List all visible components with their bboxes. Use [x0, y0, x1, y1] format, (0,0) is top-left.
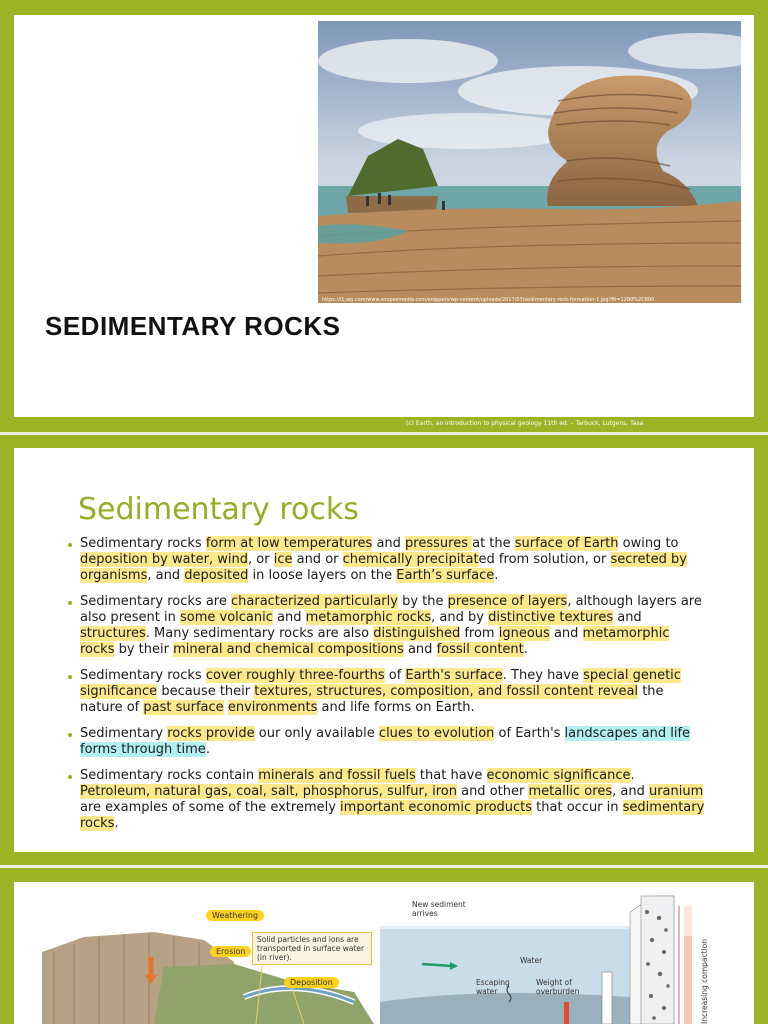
- sedimentary-rock-photo: [318, 21, 741, 303]
- highlight: sedimentary rocks: [80, 800, 705, 831]
- text-run: .: [630, 768, 635, 783]
- highlight: presence of layers: [447, 594, 568, 609]
- slide-2-content: [14, 448, 754, 852]
- highlight: form at low temperatures: [205, 536, 373, 551]
- highlight: metamorphic rocks: [305, 610, 432, 625]
- text-run: and other: [456, 784, 529, 799]
- text-run: . Many sedimentary rocks are also: [145, 626, 374, 641]
- highlight: fossil content: [436, 642, 524, 657]
- slide-1: [0, 0, 768, 432]
- text-run: of: [384, 668, 406, 683]
- text-run: Sedimentary rocks contain: [80, 768, 259, 783]
- text-run: by the: [397, 594, 448, 609]
- new-sediment-label: New sediment arrives: [412, 900, 466, 918]
- text-run: .: [114, 816, 119, 831]
- overburden-label: Weight of overburden: [536, 978, 580, 996]
- text-run: ed from solution, or: [478, 552, 611, 567]
- text-run: , or: [248, 552, 274, 567]
- text-run: that have: [415, 768, 487, 783]
- text-run: . They have: [502, 668, 584, 683]
- bullet-item: [66, 594, 706, 658]
- highlight: distinctive textures: [488, 610, 614, 625]
- highlight: clues to evolution: [378, 726, 495, 741]
- bullet-item: [66, 726, 706, 758]
- text-run: our only available: [254, 726, 379, 741]
- highlight: pressures: [405, 536, 473, 551]
- highlight: cover roughly three-fourths: [205, 668, 385, 683]
- highlight: economic significance: [486, 768, 631, 783]
- highlight: metallic ores: [528, 784, 613, 799]
- weathering-label: Weathering: [206, 910, 264, 921]
- text-run: , and by: [431, 610, 489, 625]
- deposition-label: Deposition: [284, 977, 339, 988]
- compaction-label: Increasing compaction: [700, 939, 709, 1024]
- highlight: structures: [80, 626, 146, 641]
- text-run: .: [494, 568, 499, 583]
- escaping-water-label: Escaping water: [476, 978, 510, 996]
- bullet-item: [66, 668, 706, 716]
- highlight: igneous: [498, 626, 550, 641]
- slide-2-title: Sedimentary rocks: [78, 492, 359, 527]
- bullet-item: [66, 536, 706, 584]
- bullet-dot: [68, 675, 72, 679]
- highlight: metamorphic rocks: [80, 626, 670, 657]
- text-run: Sedimentary rocks: [80, 536, 206, 551]
- bullet-dot: [68, 543, 72, 547]
- slide-2: [0, 435, 768, 865]
- text-run: are examples of some of the extremely: [80, 800, 341, 815]
- sediment-process-diagram: [14, 882, 754, 1024]
- text-run: , and: [147, 568, 185, 583]
- text-run: .: [523, 642, 528, 657]
- highlight: special genetic significance: [80, 668, 681, 699]
- water-label: Water: [520, 956, 543, 965]
- text-run: in loose layers on the: [248, 568, 397, 583]
- bullet-dot: [68, 601, 72, 605]
- highlight: surface of Earth: [514, 536, 619, 551]
- highlight: deposited: [184, 568, 249, 583]
- highlight: important economic products: [340, 800, 533, 815]
- highlight: mineral and chemical compositions: [173, 642, 404, 657]
- text-run: and: [272, 610, 306, 625]
- text-run: Sedimentary rocks are: [80, 594, 231, 609]
- text-run: of Earth's: [494, 726, 565, 741]
- highlight: ice: [273, 552, 293, 567]
- text-run: the nature of: [80, 684, 664, 715]
- text-run: by their: [114, 642, 174, 657]
- highlight: environments: [227, 700, 318, 715]
- bullet-dot: [68, 733, 72, 737]
- photo-source-url: https://i1.wp.com/www.snopesmedia.com/snippets/wp-content/uploads/2017/07/sedimentary-rock-formation-1.jpg?fit=1200%2C800: [322, 297, 655, 303]
- highlight: rocks provide: [167, 726, 255, 741]
- highlight: Earth’s surface: [396, 568, 495, 583]
- slide-credit: (c) Earth, an introduction to physical geology 11th ed. – Tarbuck, Lutgens, Tasa: [406, 420, 644, 427]
- text-run: and or: [292, 552, 343, 567]
- text-run: Sedimentary rocks: [80, 668, 206, 683]
- slide-1-title: SEDIMENTARY ROCKS: [45, 311, 341, 341]
- highlight: Earth's surface: [405, 668, 503, 683]
- slide-3: [0, 868, 768, 1024]
- highlight: some volcanic: [179, 610, 273, 625]
- text-run: , although layers are also present in: [80, 594, 702, 625]
- highlight-blue: landscapes and life forms through time: [80, 726, 691, 757]
- bullet-dot: [68, 775, 72, 779]
- text-run: and life forms on Earth.: [317, 700, 475, 715]
- highlight: characterized particularly: [231, 594, 398, 609]
- slide-3-content: [14, 882, 754, 1024]
- text-run: from: [460, 626, 499, 641]
- erosion-label: Erosion: [210, 946, 251, 957]
- text-run: and: [372, 536, 406, 551]
- highlight: Petroleum, natural gas, coal, salt, phosphorus, sulfur, iron: [80, 784, 457, 799]
- highlight: chemically precipitat: [342, 552, 479, 567]
- highlight: minerals and fossil fuels: [258, 768, 416, 783]
- text-run: that occur in: [532, 800, 623, 815]
- text-run: , and: [612, 784, 649, 799]
- text-run: .: [205, 742, 210, 757]
- highlight: deposition by water, wind: [80, 552, 248, 567]
- text-run: and: [549, 626, 583, 641]
- text-run: owing to: [618, 536, 679, 551]
- bullet-item: [66, 768, 706, 832]
- text-run: and: [403, 642, 437, 657]
- highlight: past surface: [143, 700, 224, 715]
- slide-1-content: [14, 15, 754, 417]
- text-run: at the: [472, 536, 515, 551]
- text-run: Sedimentary: [80, 726, 168, 741]
- highlight: textures, structures, composition, and fossil content reveal: [254, 684, 639, 699]
- text-run: because their: [157, 684, 255, 699]
- text-run: and: [613, 610, 642, 625]
- highlight: secreted by organisms: [80, 552, 687, 583]
- highlight: uranium: [648, 784, 704, 799]
- highlight: distinguished: [373, 626, 461, 641]
- bullet-list: [66, 536, 706, 842]
- transport-note: Solid particles and ions are transported in surface water (in river).: [252, 932, 372, 965]
